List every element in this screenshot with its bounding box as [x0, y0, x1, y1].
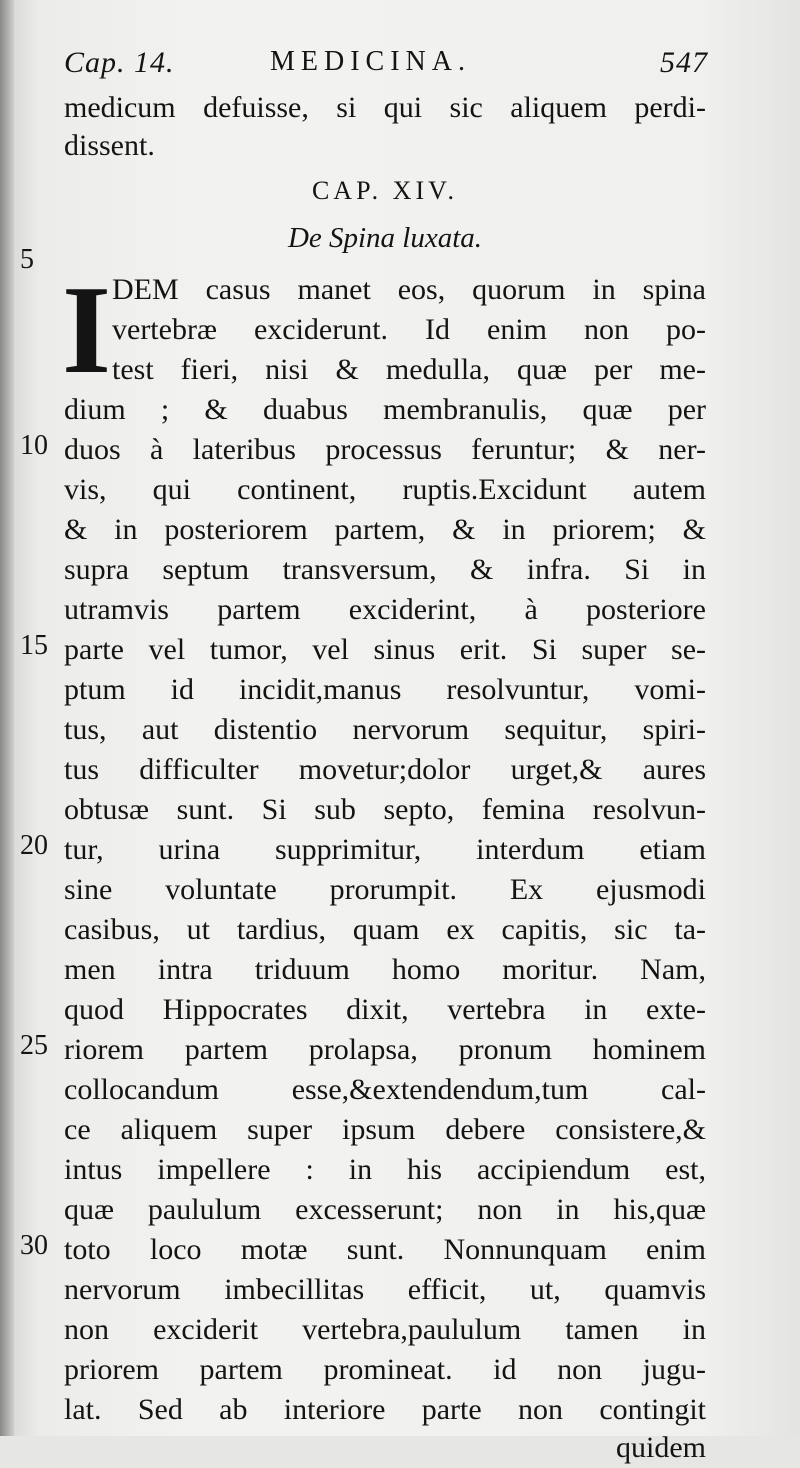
- line-number: 10: [20, 430, 48, 461]
- text-line: lat. Sed ab interiore parte non contingit: [64, 1393, 706, 1426]
- text-line: tur, urina supprimitur, interdum etiam: [64, 833, 706, 866]
- text-line: toto loco motæ sunt. Nonnunquam enim: [64, 1233, 706, 1266]
- catchword: quidem: [616, 1431, 706, 1464]
- running-header: [64, 46, 708, 90]
- text-line: duos à lateribus processus feruntur; & ner-: [64, 433, 706, 466]
- text-line: collocandum esse,&extendendum,tum cal-: [64, 1073, 706, 1106]
- text-line: non exciderit vertebra,paululum tamen in: [64, 1313, 706, 1346]
- text-line: & in posteriorem partem, & in priorem; &: [64, 513, 706, 546]
- page-number: 547: [660, 46, 708, 79]
- text-line: sine voluntate prorumpit. Ex ejusmodi: [64, 873, 706, 906]
- text-line: men intra triduum homo moritur. Nam,: [64, 953, 706, 986]
- line-number: 5: [20, 244, 34, 275]
- text-line: medicum defuisse, si qui sic aliquem perdi-: [64, 91, 706, 124]
- text-line: quæ paululum excesserunt; non in his,quæ: [64, 1193, 706, 1226]
- chapter-heading: CAP. XIV.: [311, 176, 459, 205]
- text-line: supra septum transversum, & infra. Si in: [64, 553, 706, 586]
- text-line: ce aliquem super ipsum debere consistere,&: [64, 1113, 706, 1146]
- text-line: intus impellere : in his accipiendum est,: [64, 1153, 706, 1186]
- text-line: tus difficulter movetur;dolor urget,& aures: [64, 753, 706, 786]
- text-line: utramvis partem exciderint, à posteriore: [64, 593, 706, 626]
- text-line: test fieri, nisi & medulla, quæ per me-: [112, 353, 706, 386]
- text-line: vertebræ exciderunt. Id enim non po-: [112, 313, 706, 346]
- line-number: 25: [20, 1030, 48, 1061]
- line-number: 30: [20, 1230, 48, 1261]
- text-line: priorem partem promineat. id non jugu-: [64, 1353, 706, 1386]
- text-line: DEM casus manet eos, quorum in spina: [112, 273, 706, 306]
- text-line: riorem partem prolapsa, pronum hominem: [64, 1033, 706, 1066]
- text-line: tus, aut distentio nervorum sequitur, spiri-: [64, 713, 706, 746]
- chapter-reference: Cap. 14.: [64, 46, 175, 79]
- text-line: vis, qui continent, ruptis.Excidunt autem: [64, 473, 706, 506]
- text-line: dissent.: [64, 129, 155, 162]
- text-line: casibus, ut tardius, quam ex capitis, sic ta-: [64, 913, 706, 946]
- book-gutter: [0, 0, 14, 1436]
- text-line: dium ; & duabus membranulis, quæ per: [64, 393, 706, 426]
- text-line: parte vel tumor, vel sinus erit. Si super se-: [64, 633, 706, 666]
- text-line: quod Hippocrates dixit, vertebra in exte-: [64, 993, 706, 1026]
- text-line: obtusæ sunt. Si sub septo, femina resolvun-: [64, 793, 706, 826]
- drop-capital: I: [62, 261, 112, 400]
- text-line: nervorum imbecillitas efficit, ut, quamvis: [64, 1273, 706, 1306]
- line-number: 20: [20, 830, 48, 861]
- text-line: ptum id incidit,manus resolvuntur, vomi-: [64, 673, 706, 706]
- line-number: 15: [20, 630, 48, 661]
- chapter-subtitle: De Spina luxata.: [287, 222, 483, 254]
- running-title: MEDICINA.: [270, 46, 471, 77]
